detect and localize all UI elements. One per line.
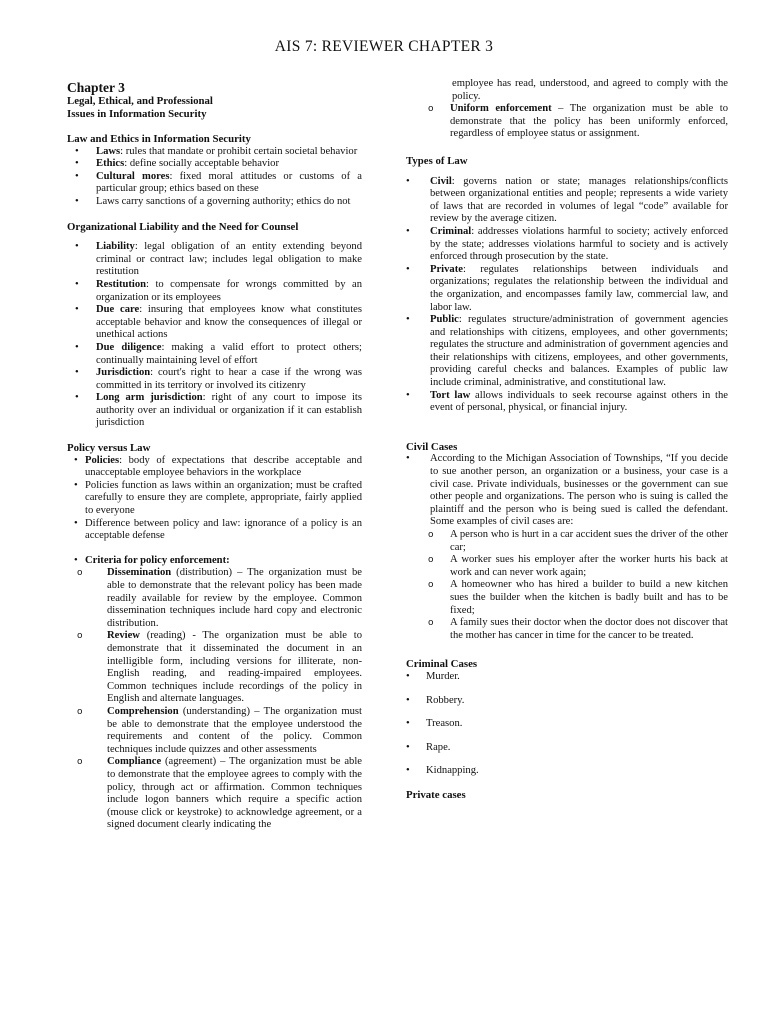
compliance-continuation: employee has read, understood, and agreed to comply with the policy. [452,78,728,102]
definition: : insuring that employees know what constitutes acceptable behavior and know the consequences of illegal or unethical actions [96,304,362,341]
list-item [67,392,362,430]
term: Uniform enforcement [450,103,552,115]
liability-list [67,241,362,430]
circle-marker: o [428,555,434,566]
bullet-marker: • [406,389,410,401]
definition: allows individuals to seek recourse against others in the event of personal, physical, or financial injury. [430,389,728,414]
law-ethics-list [67,146,362,209]
term: Liability [96,241,135,253]
bullet-marker: • [406,263,410,275]
term: Jurisdiction [96,367,151,379]
case-text: Kidnapping. [426,765,479,777]
case-text: Rape. [426,741,451,753]
case-text: Murder. [426,670,460,682]
term: Due care [96,304,140,316]
example-text: A worker sues his employer after the worker hurts his back at work and can never work again; [450,554,728,578]
list-item [406,529,728,554]
criteria-list [67,555,362,568]
bullet-marker: • [74,479,78,491]
list-item [406,453,728,529]
list-item [67,279,362,304]
term: Due diligence [96,341,162,353]
definition: : right of any court to impose its authority over an individual or organization if it can establish jurisdiction [96,392,363,429]
definition: : court's right to hear a case if the wrong was committed in its territory or involved its citizenry [96,367,362,391]
definition: : regulates relationships between individuals and organizations; regulates the relationship between the individual and the organization, and encompasses family law, commercial law, and labor law. [430,263,728,313]
bullet-marker: • [406,741,410,753]
definition: : regulates structure/administration of government agencies and relationships with citizens, employees, and other governments; regulates the structure and administration of government agencies and their relationships with citizens, employees, and other governments, providing careful checks and balances. Examples of public law include criminal, administrative, and constitutional law. [430,314,728,389]
term: Ethics [96,158,125,170]
definition: : making a valid effort to protect others; continually maintaining level of effort [96,341,362,366]
chapter-subtitle-line1: Legal, Ethical, and Professional [67,95,213,107]
definition: : rules that mandate or prohibit certain societal behavior [120,145,358,157]
list-item [406,671,728,684]
bullet-marker: • [406,694,410,706]
bullet-marker: • [75,278,79,290]
list-item [67,196,362,209]
bullet-marker: • [75,367,79,379]
list-item [67,518,362,543]
circle-marker: o [77,757,83,768]
list-item [406,718,728,731]
list-item [406,579,728,617]
list-item [67,146,362,159]
list-item [406,695,728,708]
section-heading-liability: Organizational Liability and the Need for Counsel [67,220,299,233]
circle-marker: o [428,530,434,540]
case-text: Treason. [426,718,463,730]
section-heading-civil-cases: Civil Cases [406,440,458,453]
bullet-marker: • [75,341,79,353]
list-item [67,630,362,706]
bullet-marker: • [75,145,79,157]
bullet-marker: • [406,453,410,465]
bullet-marker: • [75,158,79,170]
example-text: A homeowner who has hired a builder to build a new kitchen sues the builder when the kitchen is badly built and has to be fixed; [450,579,728,616]
term: Review [107,630,140,642]
definition: Laws carry sanctions of a governing authority; ethics do not [96,195,351,207]
bullet-marker: • [406,225,410,237]
definition: : body of expectations that describe acceptable and unacceptable employee behaviors in the workplace [85,454,362,479]
list-item [406,742,728,755]
document-title: AIS 7: REVIEWER CHAPTER 3 [274,38,494,55]
list-item [406,226,728,264]
bullet-marker: • [74,517,78,529]
definition: (reading) - The organization must be able to demonstrate that it disseminated the document in an intelligible form, including versions for illiterate, non-English reading, and reading-impaired employees. Common techniques include recordings of the policy in English and alternate languages. [107,630,362,705]
bullet-marker: • [75,241,79,253]
list-item [406,176,728,226]
bullet-marker: • [406,314,410,326]
criteria-heading: Criteria for policy enforcement: [85,554,230,566]
definition: (agreement) – The organization must be able to demonstrate that the employee agrees to comply with the policy, through act or affirmation. Common techniques include logon banners which require a specific action (mouse click or keystroke) to acknowledge agreement, or a signed document clearly indicating the [107,756,362,831]
criteria-sublist [67,567,362,831]
term: Restitution [96,278,147,290]
definition: Difference between policy and law: ignorance of a policy is an acceptable defense [85,517,362,542]
list-item [67,555,362,568]
list-item [67,367,362,392]
circle-marker: o [77,631,83,642]
list-item [67,756,362,832]
list-item [406,103,728,141]
list-item [406,314,728,390]
policy-law-list [67,455,362,543]
right-column [406,78,728,802]
list-item [67,706,362,756]
criminal-cases-list [406,671,728,778]
list-item [406,765,728,778]
term: Long arm jurisdiction [96,392,203,404]
uniform-enforcement-list [406,103,728,141]
circle-marker: o [428,580,434,591]
definition: – The organization must be able to demonstrate that the policy has been uniformly enforced, regardless of employee status or assignment. [450,103,728,140]
bullet-marker: • [406,718,410,730]
term: Tort law [430,389,471,401]
bullet-marker: • [75,392,79,404]
bullet-marker: • [75,195,79,207]
term: Cultural mores [96,170,170,182]
chapter-heading: Chapter 3 [67,80,125,95]
list-item [406,264,728,314]
term: Dissemination [107,567,172,579]
types-law-list [406,176,728,415]
civil-cases-list [406,453,728,529]
civil-cases-intro: According to the Michigan Association of Townships, “If you decide to sue another person, an organization or a business, your case is a civil case. Private individuals, businesses or the government can sue other people and organizations. The person who is suing is called the plaintiff and the person who is being sued is called the defendant. Some examples of civil cases are: [430,453,728,528]
term: Policies [85,454,120,466]
list-item [406,390,728,415]
section-heading-private-cases: Private cases [406,788,466,801]
term: Laws [96,145,121,157]
list-item [67,158,362,171]
bullet-marker: • [406,670,410,682]
example-text: A family sues their doctor when the doctor does not discover that the mother has cancer in time for the cancer to be treated. [450,617,728,641]
definition: : define socially acceptable behavior [124,158,279,170]
bullet-marker: • [74,554,78,566]
list-item [67,342,362,367]
chapter-subtitle-line2: Issues in Information Security [67,108,207,120]
example-text: A person who is hurt in a car accident sues the driver of the other car; [450,529,728,553]
bullet-marker: • [406,765,410,777]
term: Compliance [107,756,162,768]
bullet-marker: • [74,454,78,466]
definition: (distribution) – The organization must be able to demonstrate that the relevant policy has been made readily available for review by the employee. Common dissemination techniques include hard copy and electronic distribution. [107,567,362,629]
section-heading-policy-law: Policy versus Law [67,442,151,455]
civil-examples-list [406,529,728,642]
definition: : fixed moral attitudes or customs of a particular group; ethics based on these [96,170,362,195]
bullet-marker: • [406,175,410,187]
term: Private [430,263,463,275]
definition: : governs nation or state; manages relationships/conflicts between organizational entities and people; represents a wide variety of laws that are recorded in volumes of legal “code” available for review by the average citizen. [430,175,728,225]
list-item [67,171,362,196]
term: Comprehension [107,705,179,717]
definition: Policies function as laws within an organization; must be crafted carefully to ensure they are complete, appropriate, fairly applied to everyone [85,479,362,517]
definition: : addresses violations harmful to society; actively enforced by the state; addresses violations harmful to society and is actively enforced through prosecution by the state. [430,225,728,263]
section-heading-types-law: Types of Law [406,154,468,167]
definition: : to compensate for wrongs committed by an organization or its employees [96,278,362,303]
list-item [67,455,362,480]
circle-marker: o [77,568,83,579]
section-heading-law-ethics: Law and Ethics in Information Security [67,133,251,145]
circle-marker: o [77,706,83,717]
left-column [67,80,362,832]
circle-marker: o [428,618,434,629]
list-item [67,567,362,630]
section-heading-criminal-cases: Criminal Cases [406,658,478,671]
list-item [406,617,728,642]
list-item [67,304,362,342]
circle-marker: o [428,104,434,115]
term: Public [430,314,459,326]
term: Civil [430,175,452,187]
bullet-marker: • [75,304,79,316]
bullet-marker: • [75,170,79,182]
definition: : legal obligation of an entity extending beyond criminal or contract law; includes legal obligation to make restitution [96,241,362,278]
case-text: Robbery. [426,694,465,706]
list-item [67,241,362,279]
term: Criminal [430,225,472,237]
list-item [406,554,728,579]
list-item [67,480,362,518]
definition: (understanding) – The organization must be able to demonstrate that the employee understood the requirements and content of the policy. Common techniques include quizzes and other assessments [107,705,362,755]
